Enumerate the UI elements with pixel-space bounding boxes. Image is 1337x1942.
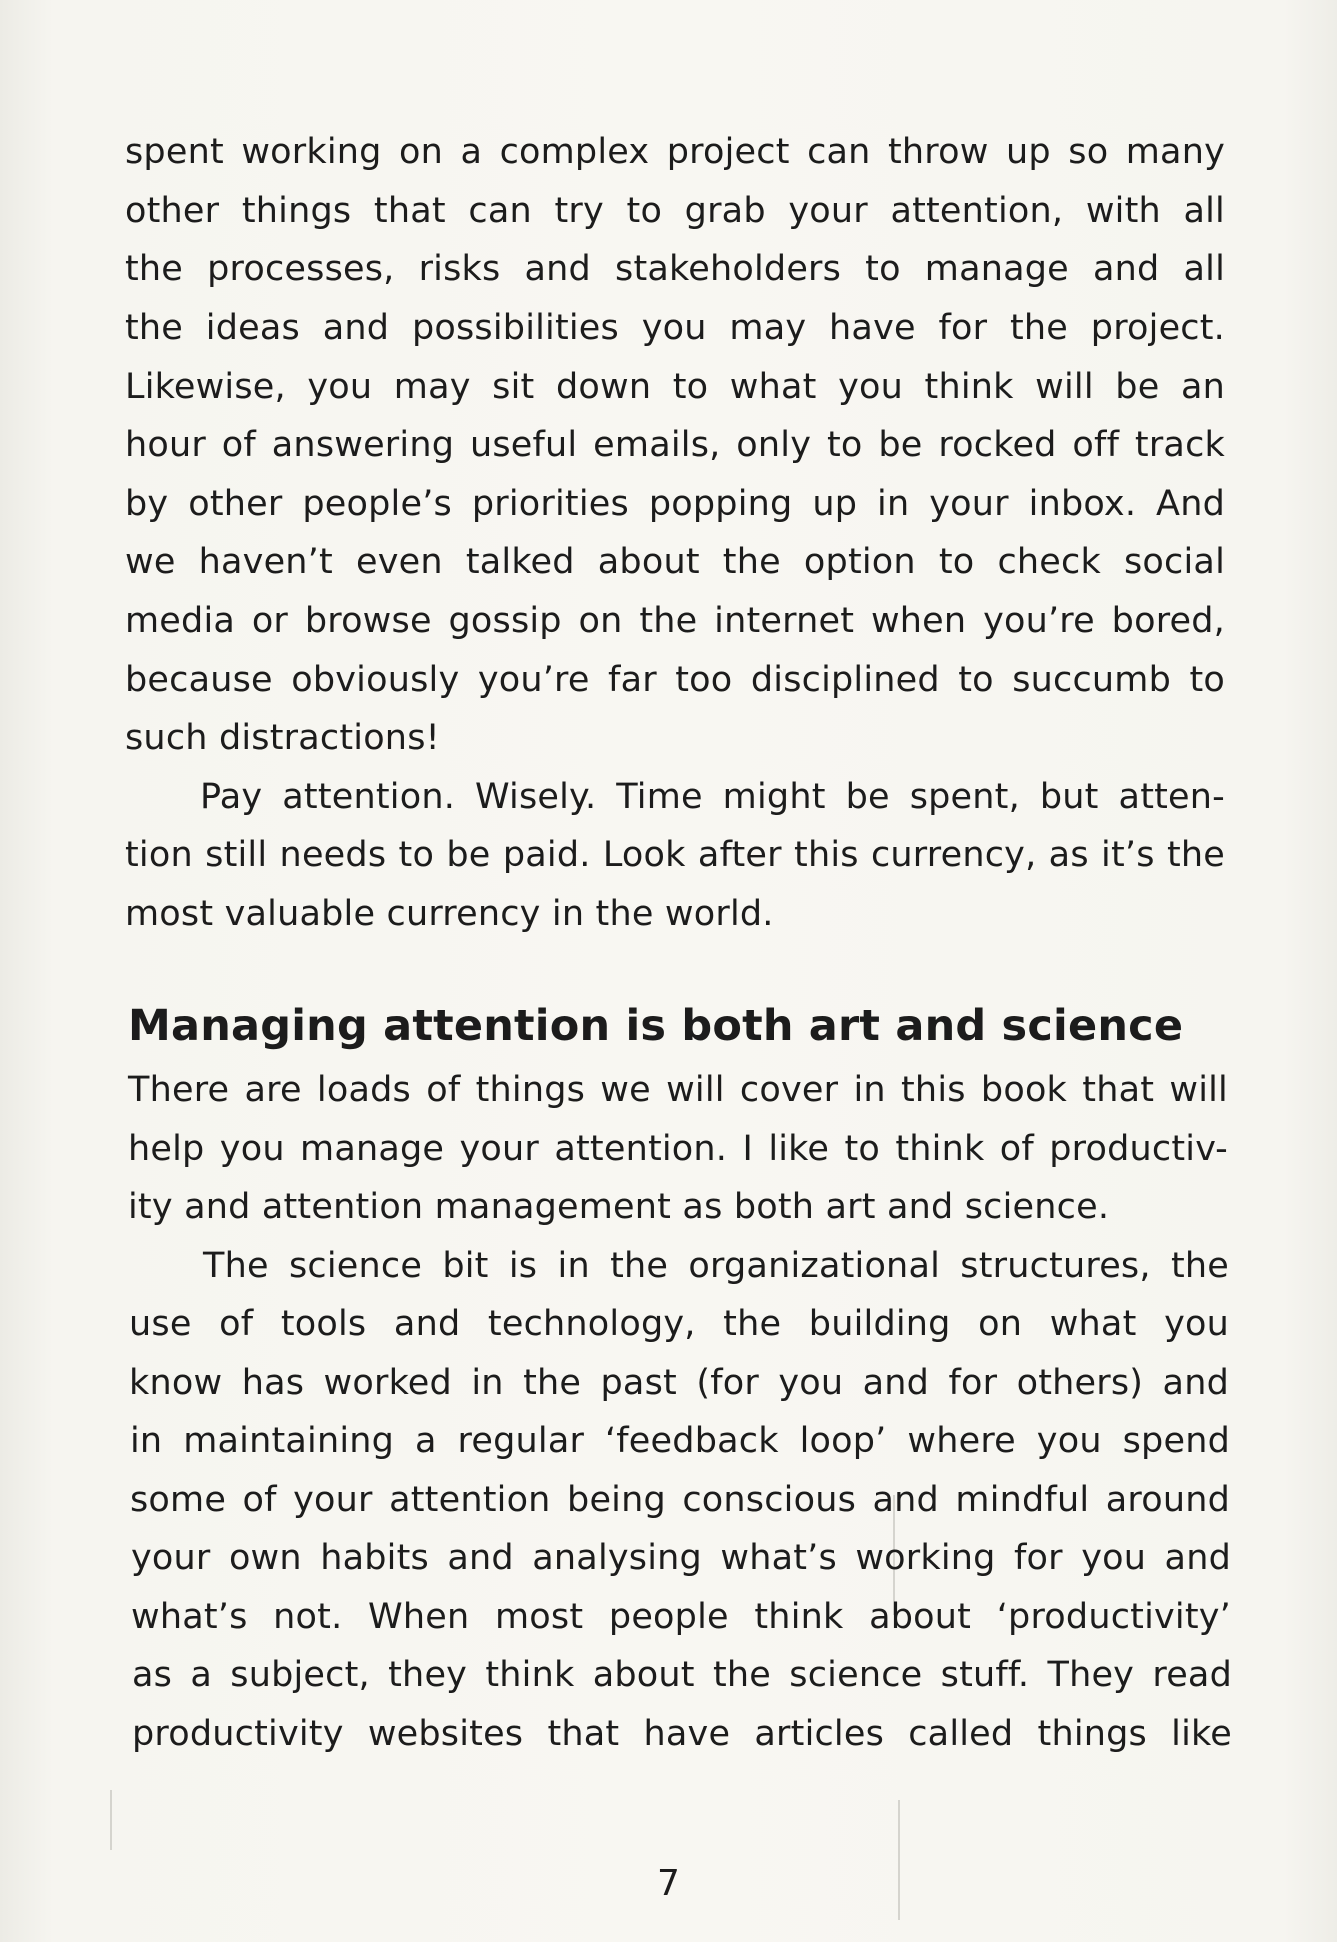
text-line: hour of answering useful emails, only to be rocked off track — [125, 425, 1225, 465]
text-line: some of your attention being conscious and mindful around — [130, 1480, 1230, 1520]
text-line: the processes, risks and stakeholders to manage and all — [125, 249, 1225, 289]
text-line: There are loads of things we will cover in this book that will — [128, 1070, 1228, 1110]
text-line: spent working on a complex project can throw up so many — [125, 132, 1225, 172]
text-line: Likewise, you may sit down to what you think will be an — [125, 367, 1225, 407]
text-line: other things that can try to grab your attention, with all — [125, 191, 1225, 231]
text-line: media or browse gossip on the internet when you’re bored, — [125, 601, 1225, 641]
text-line: help you manage your attention. I like to think of productiv- — [128, 1129, 1228, 1169]
text-line: most valuable currency in the world. — [125, 894, 774, 934]
text-line: use of tools and technology, the building on what you — [129, 1304, 1229, 1344]
text-line: what’s not. When most people think about ‘productivity’ — [131, 1597, 1231, 1637]
text-line: in maintaining a regular ‘feedback loop’ where you spend — [130, 1421, 1230, 1461]
text-line: The science bit is in the organizational structures, the — [203, 1246, 1229, 1286]
scan-mark — [110, 1790, 112, 1850]
page-number: 7 — [657, 1863, 680, 1904]
text-line: as a subject, they think about the science stuff. They read — [132, 1655, 1232, 1695]
text-line: such distractions! — [125, 718, 440, 758]
text-line: know has worked in the past (for you and for others) and — [129, 1363, 1229, 1403]
text-line: we haven’t even talked about the option to check social — [125, 542, 1225, 582]
text-line: because obviously you’re far too disciplined to succumb to — [125, 660, 1225, 700]
text-line: tion still needs to be paid. Look after this currency, as it’s the — [125, 835, 1225, 875]
text-line: Pay attention. Wisely. Time might be spent, but atten- — [200, 777, 1225, 817]
text-line: your own habits and analysing what’s working for you and — [131, 1538, 1231, 1578]
text-line: by other people’s priorities popping up in your inbox. And — [125, 484, 1225, 524]
text-line: productivity websites that have articles called things like — [132, 1714, 1232, 1754]
section-heading: Managing attention is both art and science — [128, 1001, 1184, 1051]
text-line: the ideas and possibilities you may have for the project. — [125, 308, 1225, 348]
text-line: ity and attention management as both art and science. — [128, 1187, 1110, 1227]
